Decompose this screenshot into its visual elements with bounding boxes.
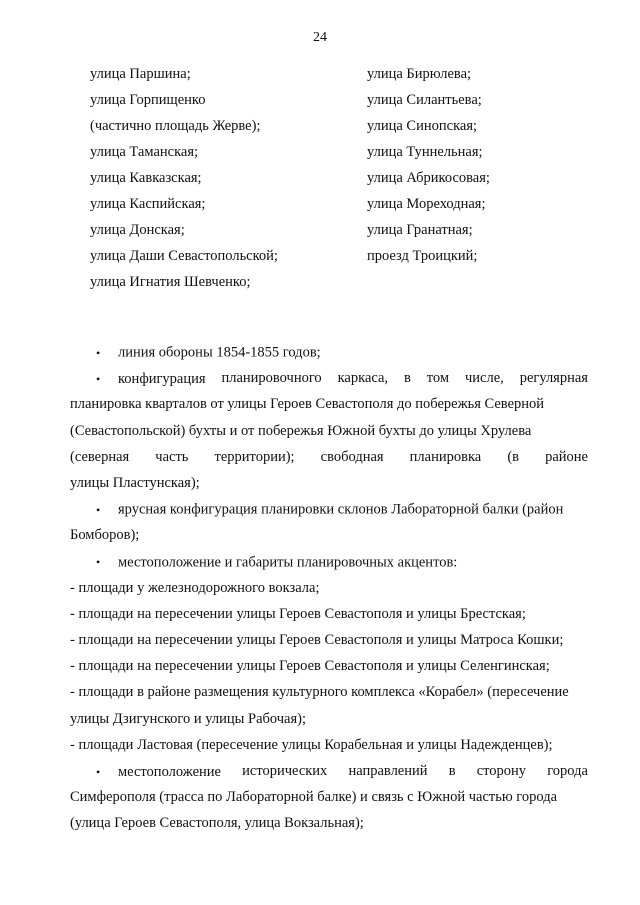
word: в xyxy=(403,370,411,387)
word: планировочного xyxy=(221,370,322,387)
page-number: 24 xyxy=(313,30,327,45)
word: числе, xyxy=(464,370,504,387)
document-body xyxy=(70,339,588,837)
street-item: улица Гранатная; xyxy=(367,222,473,238)
word: свободная xyxy=(320,448,384,465)
word: том xyxy=(426,370,450,387)
street-item: улица Горпищенко xyxy=(90,92,206,108)
word: (в xyxy=(507,448,519,465)
street-item: улица Паршина; xyxy=(90,66,191,82)
bullet-item-directions xyxy=(70,758,588,784)
paragraph-line: планировка кварталов от улицы Героев Севастополя до побережья Северной xyxy=(70,396,545,413)
word: часть xyxy=(155,448,189,465)
street-item: улица Абрикосовая; xyxy=(367,170,490,186)
street-item: (частично площадь Жерве); xyxy=(90,118,261,134)
street-list-left xyxy=(90,61,340,295)
word: города xyxy=(547,763,588,779)
street-item: улица Кавказская; xyxy=(90,170,202,186)
first-word-group xyxy=(96,758,221,784)
bullet-icon: • xyxy=(96,555,101,570)
dash-list-item: - площади в районе размещения культурного комплекса «Корабел» (пересечение xyxy=(70,684,569,701)
street-item: улица Силантьева; xyxy=(367,92,482,108)
word: территории); xyxy=(214,448,295,465)
bullet-item-configuration xyxy=(70,365,588,391)
street-item: улица Таманская; xyxy=(90,144,199,160)
first-word-group xyxy=(96,365,206,391)
word: регулярная xyxy=(519,370,588,387)
dash-list-item: улицы Дзигунского и улицы Рабочая); xyxy=(70,710,307,727)
word: сторону xyxy=(476,763,527,779)
word: (северная xyxy=(70,448,130,465)
dash-list-item: - площади на пересечении улицы Героев Севастополя и улицы Селенгинская; xyxy=(70,658,550,675)
word: в xyxy=(448,763,456,779)
street-item: улица Игнатия Шевченко; xyxy=(90,274,251,290)
paragraph-line: Бомборов); xyxy=(70,527,140,544)
word: планировка xyxy=(409,448,482,465)
dash-list-item: - площади на пересечении улицы Героев Севастополя и улицы Брестская; xyxy=(70,605,526,622)
bullet-icon: • xyxy=(96,371,101,386)
dash-list-item: - площади у железнодорожного вокзала; xyxy=(70,579,320,596)
word: местоположение xyxy=(118,763,221,780)
dash-list-item: - площади на пересечении улицы Героев Севастополя и улицы Матроса Кошки; xyxy=(70,632,564,649)
word: районе xyxy=(545,448,588,465)
word: каркаса, xyxy=(337,370,389,387)
street-item: улица Туннельная; xyxy=(367,144,483,160)
word: направлений xyxy=(348,763,428,779)
bullet-item-defense-line xyxy=(70,339,588,365)
word: исторических xyxy=(242,763,328,779)
paragraph-text: ярусная конфигурация планировки склонов Лабораторной балки (район xyxy=(118,501,564,518)
street-item: улица Донская; xyxy=(90,222,185,238)
paragraph-text: местоположение и габариты планировочных акцентов: xyxy=(118,554,458,571)
bullet-icon: • xyxy=(96,764,101,779)
paragraph-line-justified xyxy=(70,444,588,470)
word: конфигурация xyxy=(118,370,206,387)
paragraph-line: (улица Героев Севастополя, улица Вокзальная); xyxy=(70,815,364,832)
paragraph-line: (Севастопольской) бухты и от побережья Южной бухты до улицы Хрулева xyxy=(70,422,532,439)
dash-list-item: - площади Ластовая (пересечение улицы Корабельная и улицы Надежденцев); xyxy=(70,736,553,753)
street-list-right xyxy=(367,61,617,269)
street-item: улица Бирюлева; xyxy=(367,66,472,82)
bullet-item-tiered xyxy=(70,496,588,522)
street-item: улица Даши Севастопольской; xyxy=(90,248,278,264)
paragraph-text: линия обороны 1854-1855 годов; xyxy=(118,344,321,361)
paragraph-line: улицы Пластунская); xyxy=(70,474,200,491)
paragraph-line: Симферополя (трасса по Лабораторной балке) и связь с Южной частью города xyxy=(70,789,558,806)
street-item: проезд Троицкий; xyxy=(367,248,478,264)
bullet-item-accents xyxy=(70,549,588,575)
bullet-icon: • xyxy=(96,502,101,517)
bullet-icon: • xyxy=(96,345,101,360)
street-item: улица Каспийская; xyxy=(90,196,206,212)
street-item: улица Синопская; xyxy=(367,118,478,134)
street-item: улица Мореходная; xyxy=(367,196,486,212)
